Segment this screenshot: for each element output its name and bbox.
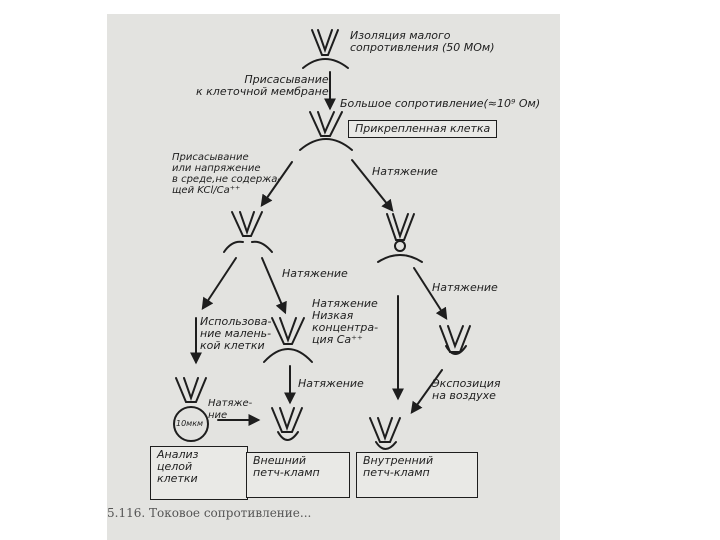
figure-caption: 5.116. Токовое сопротивление... [107, 506, 312, 520]
label-tension-1: Натяжение [372, 165, 438, 178]
label-tension-4: Натяжение [298, 377, 364, 390]
pipette-icon-attached [300, 112, 352, 150]
label-tension-2: Натяжение [282, 267, 348, 280]
label-scale: 10мкм [176, 419, 204, 428]
attached-cell-box: Прикрепленная клетка [348, 120, 497, 138]
label-suction-voltage: Присасывание или напряжение в среде,не содержа- щей KCl/Ca⁺⁺ [172, 152, 281, 196]
label-high-resistance: Большое сопротивление(≈10⁹ Ом) [340, 97, 541, 110]
pipette-icon-right-branch [378, 214, 422, 262]
label-tension-low-ca: Натяжение Низкая концентра- ция Ca⁺⁺ [312, 297, 379, 346]
label-air-exposure: Экспозиция на воздухе [432, 377, 501, 402]
label-small-cell: Использова- ние малень- кой клетки [200, 315, 272, 352]
pipette-icon-inside-out [370, 418, 400, 449]
pipette-icon-outside-out [272, 408, 302, 440]
label-tension-5: Натяже- ние [208, 398, 253, 421]
arrow-left-to-whole [203, 258, 236, 308]
label-suction-membrane: Присасывание к клеточной мембране [196, 73, 329, 98]
outside-out-box: Внешний петч-кламп [246, 452, 350, 498]
label-isolation: Изоляция малого сопротивления (50 МОм) [350, 29, 495, 54]
pipette-icon-whole-cell [174, 378, 208, 441]
pipette-icon-bubble [440, 326, 470, 354]
whole-cell-box: Анализ целой клетки [150, 446, 248, 500]
pipette-icon-left-branch [224, 212, 272, 252]
inside-out-box: Внутренний петч-кламп [356, 452, 478, 498]
pipette-icon-initial [303, 30, 348, 68]
label-tension-3: Натяжение [432, 281, 498, 294]
